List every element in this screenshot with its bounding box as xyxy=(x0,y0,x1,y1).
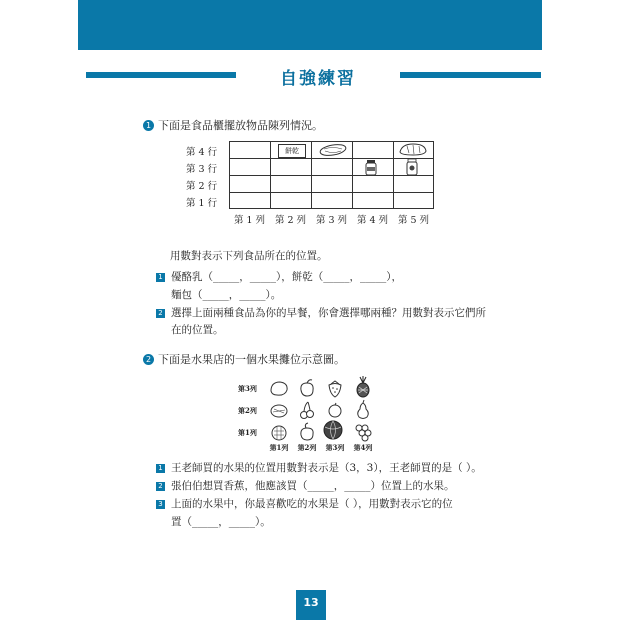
q2-sub2-number: 2 xyxy=(156,482,165,491)
question-2-number: 2 xyxy=(143,354,154,365)
biscuit-label: 餅乾 xyxy=(285,147,299,155)
title-rule-right xyxy=(400,72,541,78)
q1-sub2-line2: 在的位置。 xyxy=(171,324,224,336)
q1-row-label-3: 第 3 行 xyxy=(186,164,218,175)
watermelon-icon xyxy=(322,419,344,441)
drink-bottle-icon xyxy=(405,158,419,176)
q1-row-label-1: 第 1 行 xyxy=(186,198,218,209)
q2-col-label-4: 第4列 xyxy=(353,443,373,452)
q2-sub1 xyxy=(156,461,482,475)
q1-row-label-4: 第 4 行 xyxy=(186,147,218,158)
grapes-icon xyxy=(352,421,374,443)
section-title: 自強練習 xyxy=(280,69,356,89)
q1-col-label-2: 第 2 列 xyxy=(274,215,307,226)
yogurt-icon xyxy=(364,159,378,176)
lychee-icon xyxy=(268,421,290,443)
q2-sub1-text: 王老師買的水果的位置用數對表示是（3，3），王老師買的是（ ）。 xyxy=(171,462,482,474)
q2-col-label-2: 第2列 xyxy=(297,443,317,452)
title-rule-left xyxy=(86,72,236,78)
grid-line xyxy=(230,175,433,176)
grid-line xyxy=(230,158,433,159)
peach-icon xyxy=(296,377,318,399)
q1-sub2-number: 2 xyxy=(156,309,165,318)
peach-fruit-icon xyxy=(296,421,318,443)
q2-sub2 xyxy=(156,479,455,493)
pear-icon xyxy=(352,399,374,421)
header-bar xyxy=(78,0,542,50)
orange-icon xyxy=(324,399,346,421)
q2-sub3-line1: 上面的水果中，你最喜歡吃的水果是（ ），用數對表示它的位 xyxy=(171,498,453,510)
q1-col-label-3: 第 3 列 xyxy=(315,215,348,226)
question-2-text: 下面是水果店的一個水果攤位示意圖。 xyxy=(158,353,345,366)
q2-row-label-2: 第2列 xyxy=(238,406,257,415)
bread-icon xyxy=(398,142,428,157)
q1-col-label-1: 第 1 列 xyxy=(233,215,266,226)
q2-row-label-3: 第3列 xyxy=(238,384,257,393)
q2-sub3 xyxy=(156,497,453,511)
q1-sub1-number: 1 xyxy=(156,273,165,282)
pineapple-icon xyxy=(352,376,374,398)
biscuit-box-icon xyxy=(278,144,306,158)
q2-sub3-line2: 置（_____，_____）。 xyxy=(171,516,271,528)
strawberry-icon xyxy=(324,377,346,399)
grid-line xyxy=(230,192,433,193)
question-1-text: 下面是食品櫃擺放物品陳列情況。 xyxy=(158,119,323,132)
q2-col-label-3: 第3列 xyxy=(325,443,345,452)
question-1-heading xyxy=(143,117,323,133)
q2-row-label-1: 第1列 xyxy=(238,428,257,437)
q1-sub1 xyxy=(156,270,402,284)
q2-sub1-number: 1 xyxy=(156,464,165,473)
q1-sub1-line1: 優酪乳（_____，_____），餅乾（_____，_____）， xyxy=(171,271,402,283)
q1-row-label-2: 第 2 行 xyxy=(186,181,218,192)
candy-bag-icon xyxy=(318,143,348,157)
page-number: 13 xyxy=(296,590,326,620)
mango-icon xyxy=(268,377,290,399)
cherry-icon xyxy=(296,399,318,421)
persimmon-icon xyxy=(268,399,290,421)
q1-col-label-5: 第 5 列 xyxy=(397,215,430,226)
question-2-heading xyxy=(143,351,345,367)
question-1-number: 1 xyxy=(143,120,154,131)
q1-col-label-4: 第 4 列 xyxy=(356,215,389,226)
q1-sub1-line2: 麵包（_____，_____）。 xyxy=(171,289,282,301)
q1-sub2 xyxy=(156,306,486,320)
q1-intro: 用數對表示下列食品所在的位置。 xyxy=(170,250,328,262)
q2-sub3-number: 3 xyxy=(156,500,165,509)
q2-sub2-text: 張伯伯想買香蕉，他應該買（_____，_____）位置上的水果。 xyxy=(171,480,455,492)
q2-col-label-1: 第1列 xyxy=(269,443,289,452)
q1-sub2-line1: 選擇上面兩種食品為你的早餐，你會選擇哪兩種？用數對表示它們所 xyxy=(171,307,486,319)
